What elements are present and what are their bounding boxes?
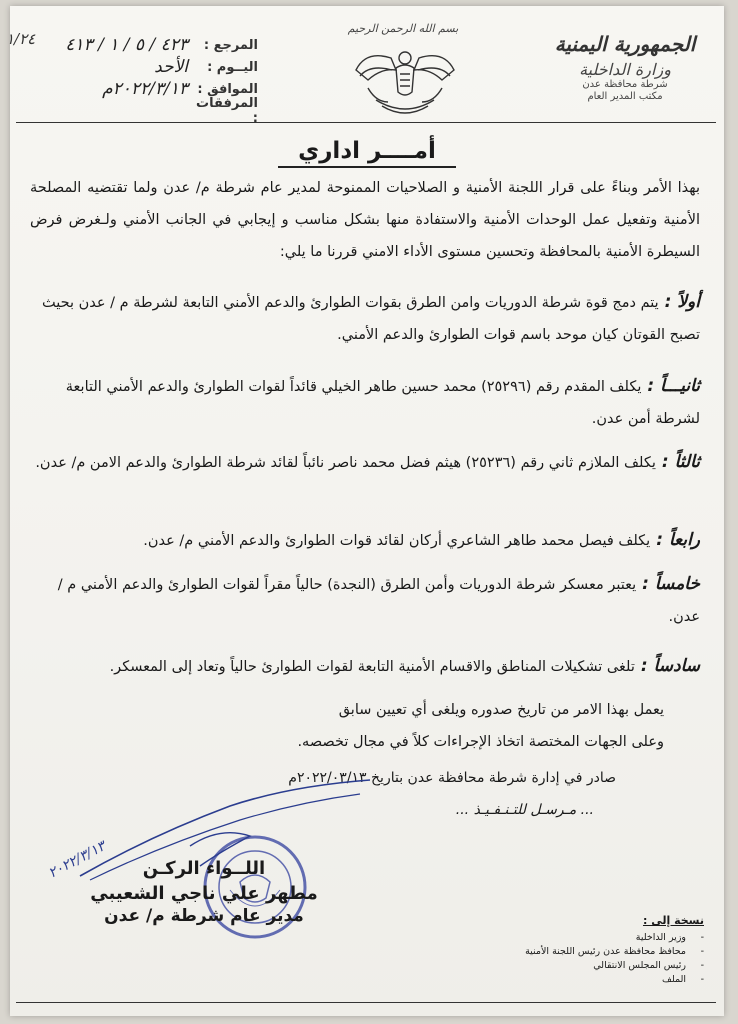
item-4 bbox=[30, 524, 700, 557]
ministry-header bbox=[540, 32, 710, 103]
item-6 bbox=[30, 650, 700, 683]
item-heading: خامساً : bbox=[642, 574, 700, 594]
closing-line-2: وعلى الجهات المختصة اتخاذ الإجراءات كلاً في مجال تخصصه. bbox=[297, 734, 664, 750]
item-heading: سادساً : bbox=[640, 656, 700, 676]
copy-item: - رئيس المجلس الانتقالي bbox=[593, 960, 704, 971]
item-text: يكلف المقدم رقم (٢٥٢٩٦) محمد حسين طاهر الخيلي قائداً لقوات الطوارئ والدعم الأمني التابعة لشرطة أمن عدن. bbox=[65, 379, 700, 427]
date-label: الموافق : bbox=[197, 81, 258, 97]
item-heading: أولاً : bbox=[664, 292, 700, 312]
item-5 bbox=[30, 568, 700, 633]
sent-line: ... مـرسـل للتـنـفـيـذ ... bbox=[455, 802, 594, 818]
copies-heading: نسخة إلى : bbox=[642, 914, 704, 927]
basmala: بسم الله الرحمن الرحيم bbox=[347, 22, 459, 35]
attach-label: المرفقات : bbox=[196, 96, 258, 126]
police-name: شرطة محافظة عدن bbox=[582, 79, 668, 90]
ref-value: ٤٢٣ / ٥ / ١ / ٤١٣ bbox=[65, 35, 188, 55]
office-name: مكتب المدير العام bbox=[587, 91, 663, 102]
reference-block bbox=[28, 34, 258, 126]
item-text: يتم دمج قوة شرطة الدوريات وامن الطرق بقوات الطوارئ والدعم الأمني التابعة لشرطة م / عدن بحيث تصبح القوتان كيان موحد باسم قوات الطوارئ والدعم الأمني. bbox=[42, 295, 700, 343]
ref-row bbox=[28, 34, 258, 56]
item-text: يعتبر معسكر شرطة الدوريات وأمن الطرق (النجدة) حالياً مقراً لقوات الطوارئ والدعم الأمني م / عدن. bbox=[57, 577, 700, 625]
item-heading: ثالثاً : bbox=[661, 452, 700, 472]
issued-line: صادر في إدارة شرطة محافظة عدن بتاريخ ٢٠٢٢/٠٣/١٣م bbox=[288, 770, 616, 786]
item-heading: رابعاً : bbox=[656, 530, 700, 550]
day-value: الأحد bbox=[154, 57, 188, 77]
day-label: اليــوم : bbox=[207, 59, 258, 75]
footer-divider bbox=[16, 1002, 716, 1003]
header-divider bbox=[16, 122, 716, 123]
signer-name: مطهر علي ناجي الشعيبي bbox=[90, 883, 318, 904]
item-text: تلغى تشكيلات المناطق والاقسام الأمنية التابعة لقوات الطوارئ حالياً وتعاد إلى المعسكر. bbox=[109, 659, 635, 675]
item-heading: ثانيـــاً : bbox=[647, 376, 700, 396]
day-row bbox=[28, 56, 258, 78]
item-2 bbox=[30, 370, 700, 435]
document-page bbox=[6, 6, 724, 1016]
attach-row bbox=[28, 96, 258, 126]
closing-line-1: يعمل بهذا الامر من تاريخ صدوره ويلغى أي تعيين سابق bbox=[338, 702, 664, 718]
signer-rank: اللــواء الركـن bbox=[142, 858, 266, 879]
item-1 bbox=[30, 286, 700, 351]
date-value: ٢٠٢٢/٣/١٣م bbox=[102, 79, 188, 99]
eagle-emblem-icon bbox=[346, 40, 464, 124]
signature-block bbox=[54, 858, 354, 926]
item-text: يكلف الملازم ثاني رقم (٢٥٢٣٦) هيثم فضل محمد ناصر نائباً لقائد شرطة الطوارئ والدعم الامن م/ عدن. bbox=[35, 455, 656, 471]
copies-list bbox=[464, 914, 704, 987]
signer-position: مدير عام شرطة م/ عدن bbox=[104, 906, 304, 926]
signature-date-note: ٢٠٢٢/٣/١٣ bbox=[45, 838, 109, 882]
copy-item: - وزير الداخلية bbox=[635, 932, 704, 943]
title-text: أمــــر اداري bbox=[278, 138, 456, 168]
republic-name: الجمهورية اليمنية bbox=[554, 32, 696, 56]
intro-paragraph: بهذا الأمر وبناءً على قرار اللجنة الأمنية و الصلاحيات الممنوحة لمدير عام شرطة م/ عدن ولما تقتضيه المصلحة الأمنية وتفعيل عمل الوحدات الأمنية والاستفادة منها بشكل مناسب و إيجابي في الجانب الأمني ولـغرض فرض السيطرة الأمنية بالمحافظة وتحسين مستوى الأداء الامني قررنا ما يلي: bbox=[30, 180, 700, 260]
margin-note: ١/٢٤ bbox=[6, 30, 36, 48]
item-3 bbox=[30, 446, 700, 479]
ministry-name: وزارة الداخلية bbox=[579, 60, 671, 79]
copy-item: - الملف bbox=[661, 974, 704, 985]
document-title bbox=[10, 138, 724, 168]
copy-item: - محافظ محافظة عدن رئيس اللجنة الأمنية bbox=[525, 946, 704, 957]
ref-label: المرجع : bbox=[203, 37, 258, 53]
item-text: يكلف فيصل محمد طاهر الشاعري أركان لقائد قوات الطوارئ والدعم الأمني م/ عدن. bbox=[143, 533, 651, 549]
